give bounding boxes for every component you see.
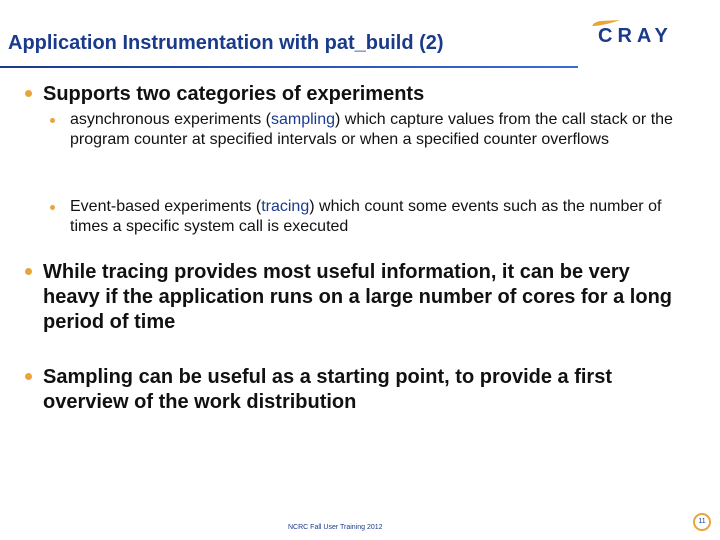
footer-text: NCRC Fall User Training 2012: [288, 524, 383, 531]
sub-bullet-1-marker: [50, 118, 55, 123]
sub-bullet-1-after: ) which capture values from the call stack or the program counter at specified intervals or when a specified counter overflows: [70, 111, 673, 148]
sub-bullet-1-before: asynchronous experiments (: [70, 111, 271, 128]
sub-bullet-2-before: Event-based experiments (: [70, 198, 262, 215]
sub-bullet-2-marker: [50, 205, 55, 210]
cray-logo: [590, 18, 706, 46]
bullet-2-marker: [25, 268, 32, 275]
keyword-sampling: sampling: [270, 111, 336, 128]
bullet-2-text: While tracing provides most useful information, it can be very heavy if the application runs on a large number of cores for a long period of time: [43, 261, 673, 333]
sub-bullet-2-after: ) which count some events such as the number of times a specific system call is executed: [70, 198, 662, 235]
bullet-3-marker: [25, 373, 32, 380]
logo-wordmark: CRAY: [598, 25, 673, 46]
bullet-1-marker: [25, 90, 32, 97]
sub-bullet-2-text: [70, 197, 690, 237]
title-underline: [0, 66, 578, 68]
bullet-3-text: Sampling can be useful as a starting point, to provide a first overview of the work distribution: [43, 366, 612, 413]
page-number-badge: 11: [693, 513, 711, 531]
keyword-tracing: tracing: [261, 198, 310, 215]
bullet-1-text: Supports two categories of experiments: [43, 83, 425, 105]
sub-bullet-1-text: [70, 110, 690, 150]
slide-title: Application Instrumentation with pat_build (2): [8, 32, 444, 54]
